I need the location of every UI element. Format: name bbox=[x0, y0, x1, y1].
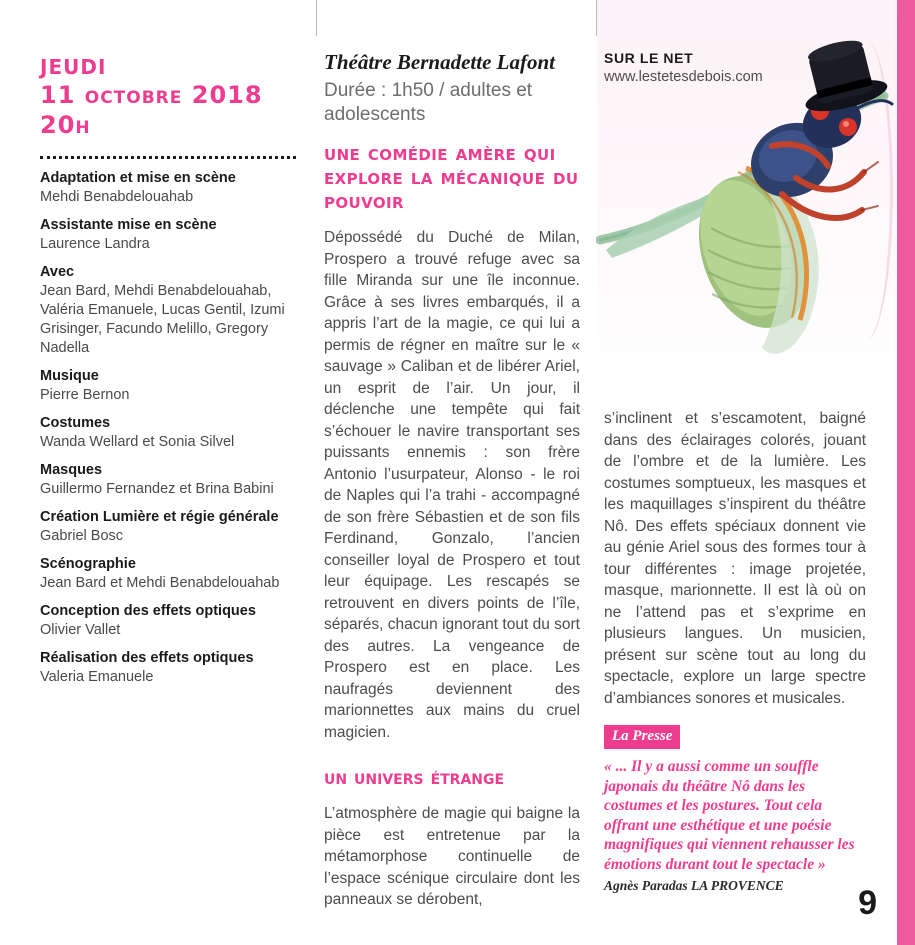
credit-names: Jean Bard et Mehdi Benabdelouahab bbox=[40, 575, 280, 591]
credit-names: Wanda Wellard et Sonia Silvel bbox=[40, 434, 235, 450]
dotted-divider bbox=[40, 156, 296, 159]
event-date: 11 octobre 2018 bbox=[40, 81, 263, 109]
credit-role: Avec bbox=[40, 264, 75, 280]
middle-column bbox=[324, 50, 580, 911]
press-quote-author: Agnès Paradas LA PROVENCE bbox=[604, 878, 784, 893]
web-label: SUR LE NET bbox=[604, 50, 694, 66]
credits-list bbox=[40, 169, 298, 687]
right-column-top bbox=[604, 50, 866, 85]
event-date-block bbox=[40, 50, 298, 140]
credit-role: Création Lumière et régie générale bbox=[40, 509, 279, 525]
page-number: 9 bbox=[858, 884, 877, 922]
status-badge: La Presse bbox=[604, 725, 680, 749]
headline-primary: une comédie amère qui explore la mécanique du pouvoir bbox=[324, 141, 579, 213]
credit-role: Assistante mise en scène bbox=[40, 217, 217, 233]
event-time: 20h bbox=[40, 111, 91, 139]
credit-names: Laurence Landra bbox=[40, 236, 150, 252]
credit-role: Scénographie bbox=[40, 556, 136, 572]
credit-role: Conception des effets optiques bbox=[40, 603, 256, 619]
show-duration: Durée : 1h50 / adultes et adolescents bbox=[324, 80, 533, 125]
credit-names: Olivier Vallet bbox=[40, 622, 121, 638]
credit-names: Pierre Bernon bbox=[40, 387, 130, 403]
credit-names: Guillermo Fernandez et Brina Babini bbox=[40, 481, 274, 497]
synopsis-paragraph: Dépossédé du Duché de Milan, Prospero a trouvé refuge avec sa fille Miranda sur une île inconnue. Grâce à ses livres embarqués, il a appris l’art de la magie, ce qui lui a permis de régner en maître sur le « sauvage » Caliban et de libérer Ariel, un esprit de l’air. Un jour, il déclenche une tempête qui fait s’échouer le navire transportant ses puissants ennemis : son frère Antonio l’usurpateur, Alonso - le roi de Naples qui l’a trahi - accompagné de son frère Sébastien et de son fils Ferdinand, Gonzalo, l’ancien conseiller loyal de Prospero et tout leur équipage. Les rescapés se retrouvent en divers points de l’île, séparés, chacun ignorant tout du sort des autres. La vengeance de Prospero est en place. Les naufragés deviennent des marionnettes aux mains du cruel magicien. bbox=[324, 229, 580, 741]
credit-names: Gabriel Bosc bbox=[40, 528, 124, 544]
atmosphere-paragraph: L’atmosphère de magie qui baigne la pièce est entretenue par la métamorphose continuelle de l’espace scénique circulaire dont les panneaux se dérobent, bbox=[324, 805, 580, 908]
credit-role: Costumes bbox=[40, 415, 111, 431]
column-rule-left bbox=[316, 0, 317, 36]
credit-role: Masques bbox=[40, 462, 103, 478]
headline-secondary: un univers étrange bbox=[324, 765, 505, 789]
credit-names: Valeria Emanuele bbox=[40, 669, 154, 685]
credit-role: Adaptation et mise en scène bbox=[40, 170, 236, 186]
credit-names: Mehdi Benabdelouahab bbox=[40, 189, 194, 205]
credit-names: Jean Bard, Mehdi Benabdelouahab, Valéria Emanuele, Lucas Gentil, Izumi Grisinger, Facundo Melillo, Gregory Nadella bbox=[40, 283, 285, 356]
website-url[interactable]: www.lestetesdebois.com bbox=[604, 69, 763, 85]
pink-bleed-bar bbox=[897, 0, 915, 945]
left-column bbox=[40, 50, 298, 687]
credit-role: Réalisation des effets optiques bbox=[40, 650, 254, 666]
venue-name: Théâtre Bernadette Lafont bbox=[324, 50, 555, 74]
right-column-bottom bbox=[604, 408, 866, 894]
press-quote: « ... Il y a aussi comme un souffle japonais du théâtre Nô dans les costumes et les postures. Tout cela offrant une esthétique et une poésie magnifiques qui viennent rehausser les émotions durant tout le spectacle » bbox=[604, 758, 855, 873]
atmosphere-paragraph-continued: s’inclinent et s’escamotent, baigné dans des éclairages colorés, jouant de l’ombre et de la lumière. Les costumes somptueux, les masques et les maquillages s’inspirent du théâtre Nô. Des effets spéciaux donnent vie au génie Ariel sous des formes tour à tour différentes : image projetée, masque, marionnette. Il est là où on ne l’attend pas et s’exprime en plusieurs langues. Un musicien, présent sur scène tout au long du spectacle, explore un large spectre d’ambiances sonores et musicales. bbox=[604, 410, 866, 707]
credit-role: Musique bbox=[40, 368, 99, 384]
event-weekday: jeudi bbox=[40, 48, 107, 81]
